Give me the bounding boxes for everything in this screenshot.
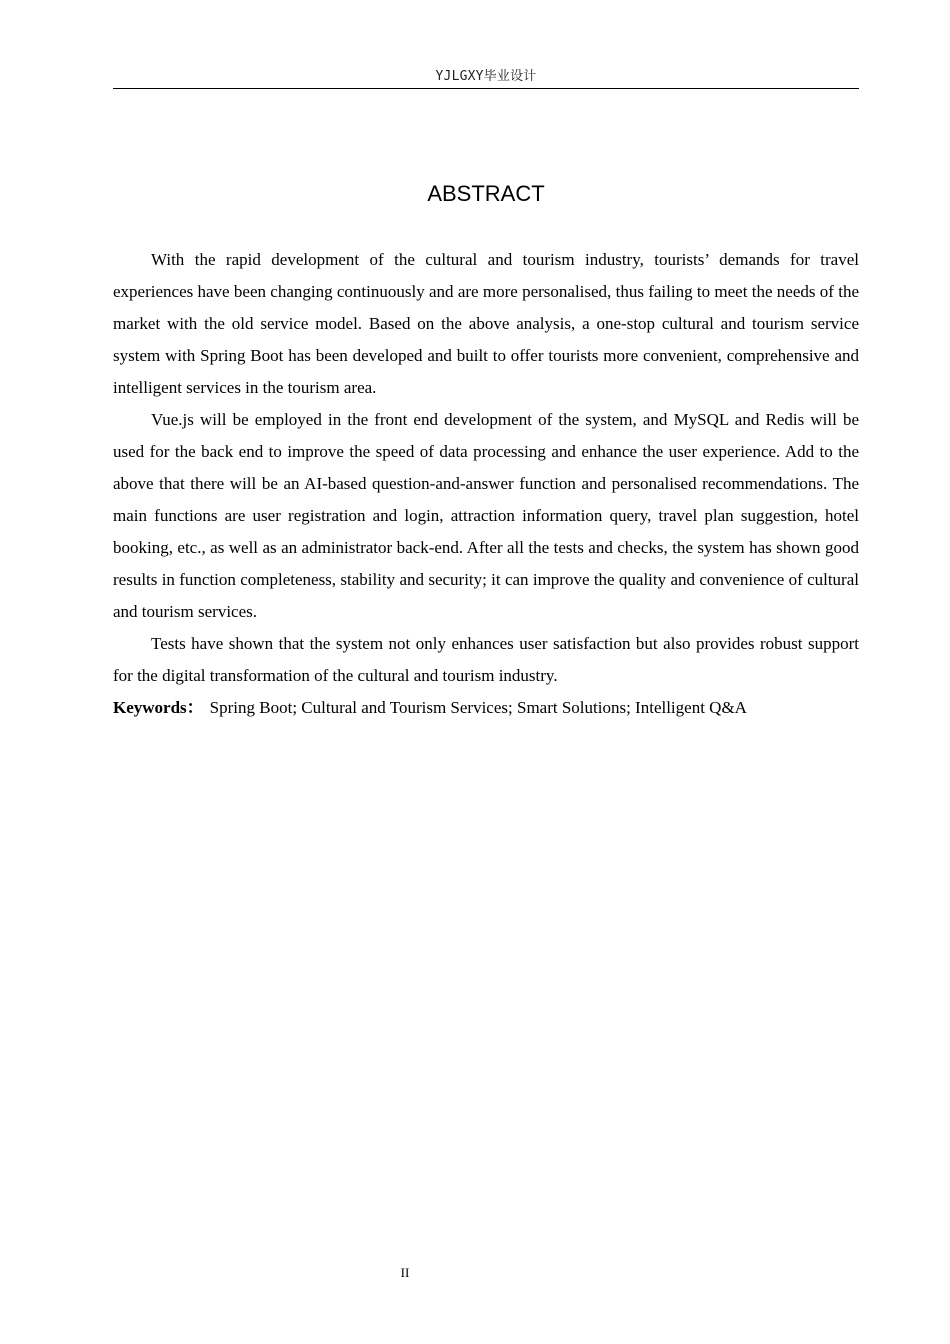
abstract-paragraph-2: Vue.js will be employed in the front end development of the system, and MySQL and Redis will be used for the back end to improve the speed of data processing and enhance the user experience. Add to the above that there will be an AI-based question-and-answer function and personalised recommendations. The main functions are user registration and login, attraction information query, travel plan suggestion, hotel booking, etc., as well as an administrator back-end. After all the tests and checks, the system has shown good results in function completeness, stability and security; it can improve the quality and convenience of cultural and tourism services.: [113, 410, 859, 621]
abstract-title: ABSTRACT: [427, 181, 545, 206]
abstract-body: [113, 244, 859, 724]
running-header: YJLGXY毕业设计: [435, 69, 537, 84]
page-number: II: [400, 1265, 410, 1280]
abstract-paragraph-1: With the rapid development of the cultural and tourism industry, tourists’ demands for travel experiences have been changing continuously and are more personalised, thus failing to meet the needs of the market with the old service model. Based on the above analysis, a one-stop cultural and tourism service system with Spring Boot has been developed and built to offer tourists more convenient, comprehensive and intelligent services in the tourism area.: [113, 250, 859, 397]
abstract-paragraph-3: Tests have shown that the system not only enhances user satisfaction but also provides robust support for the digital transformation of the cultural and tourism industry.: [113, 634, 859, 685]
header-rule: [113, 88, 859, 89]
keywords-line: [113, 692, 859, 724]
keywords-text: Spring Boot; Cultural and Tourism Services; Smart Solutions; Intelligent Q&A: [209, 698, 747, 717]
keywords-label: Keywords: [113, 698, 187, 717]
keywords-separator: ：: [186, 698, 204, 717]
